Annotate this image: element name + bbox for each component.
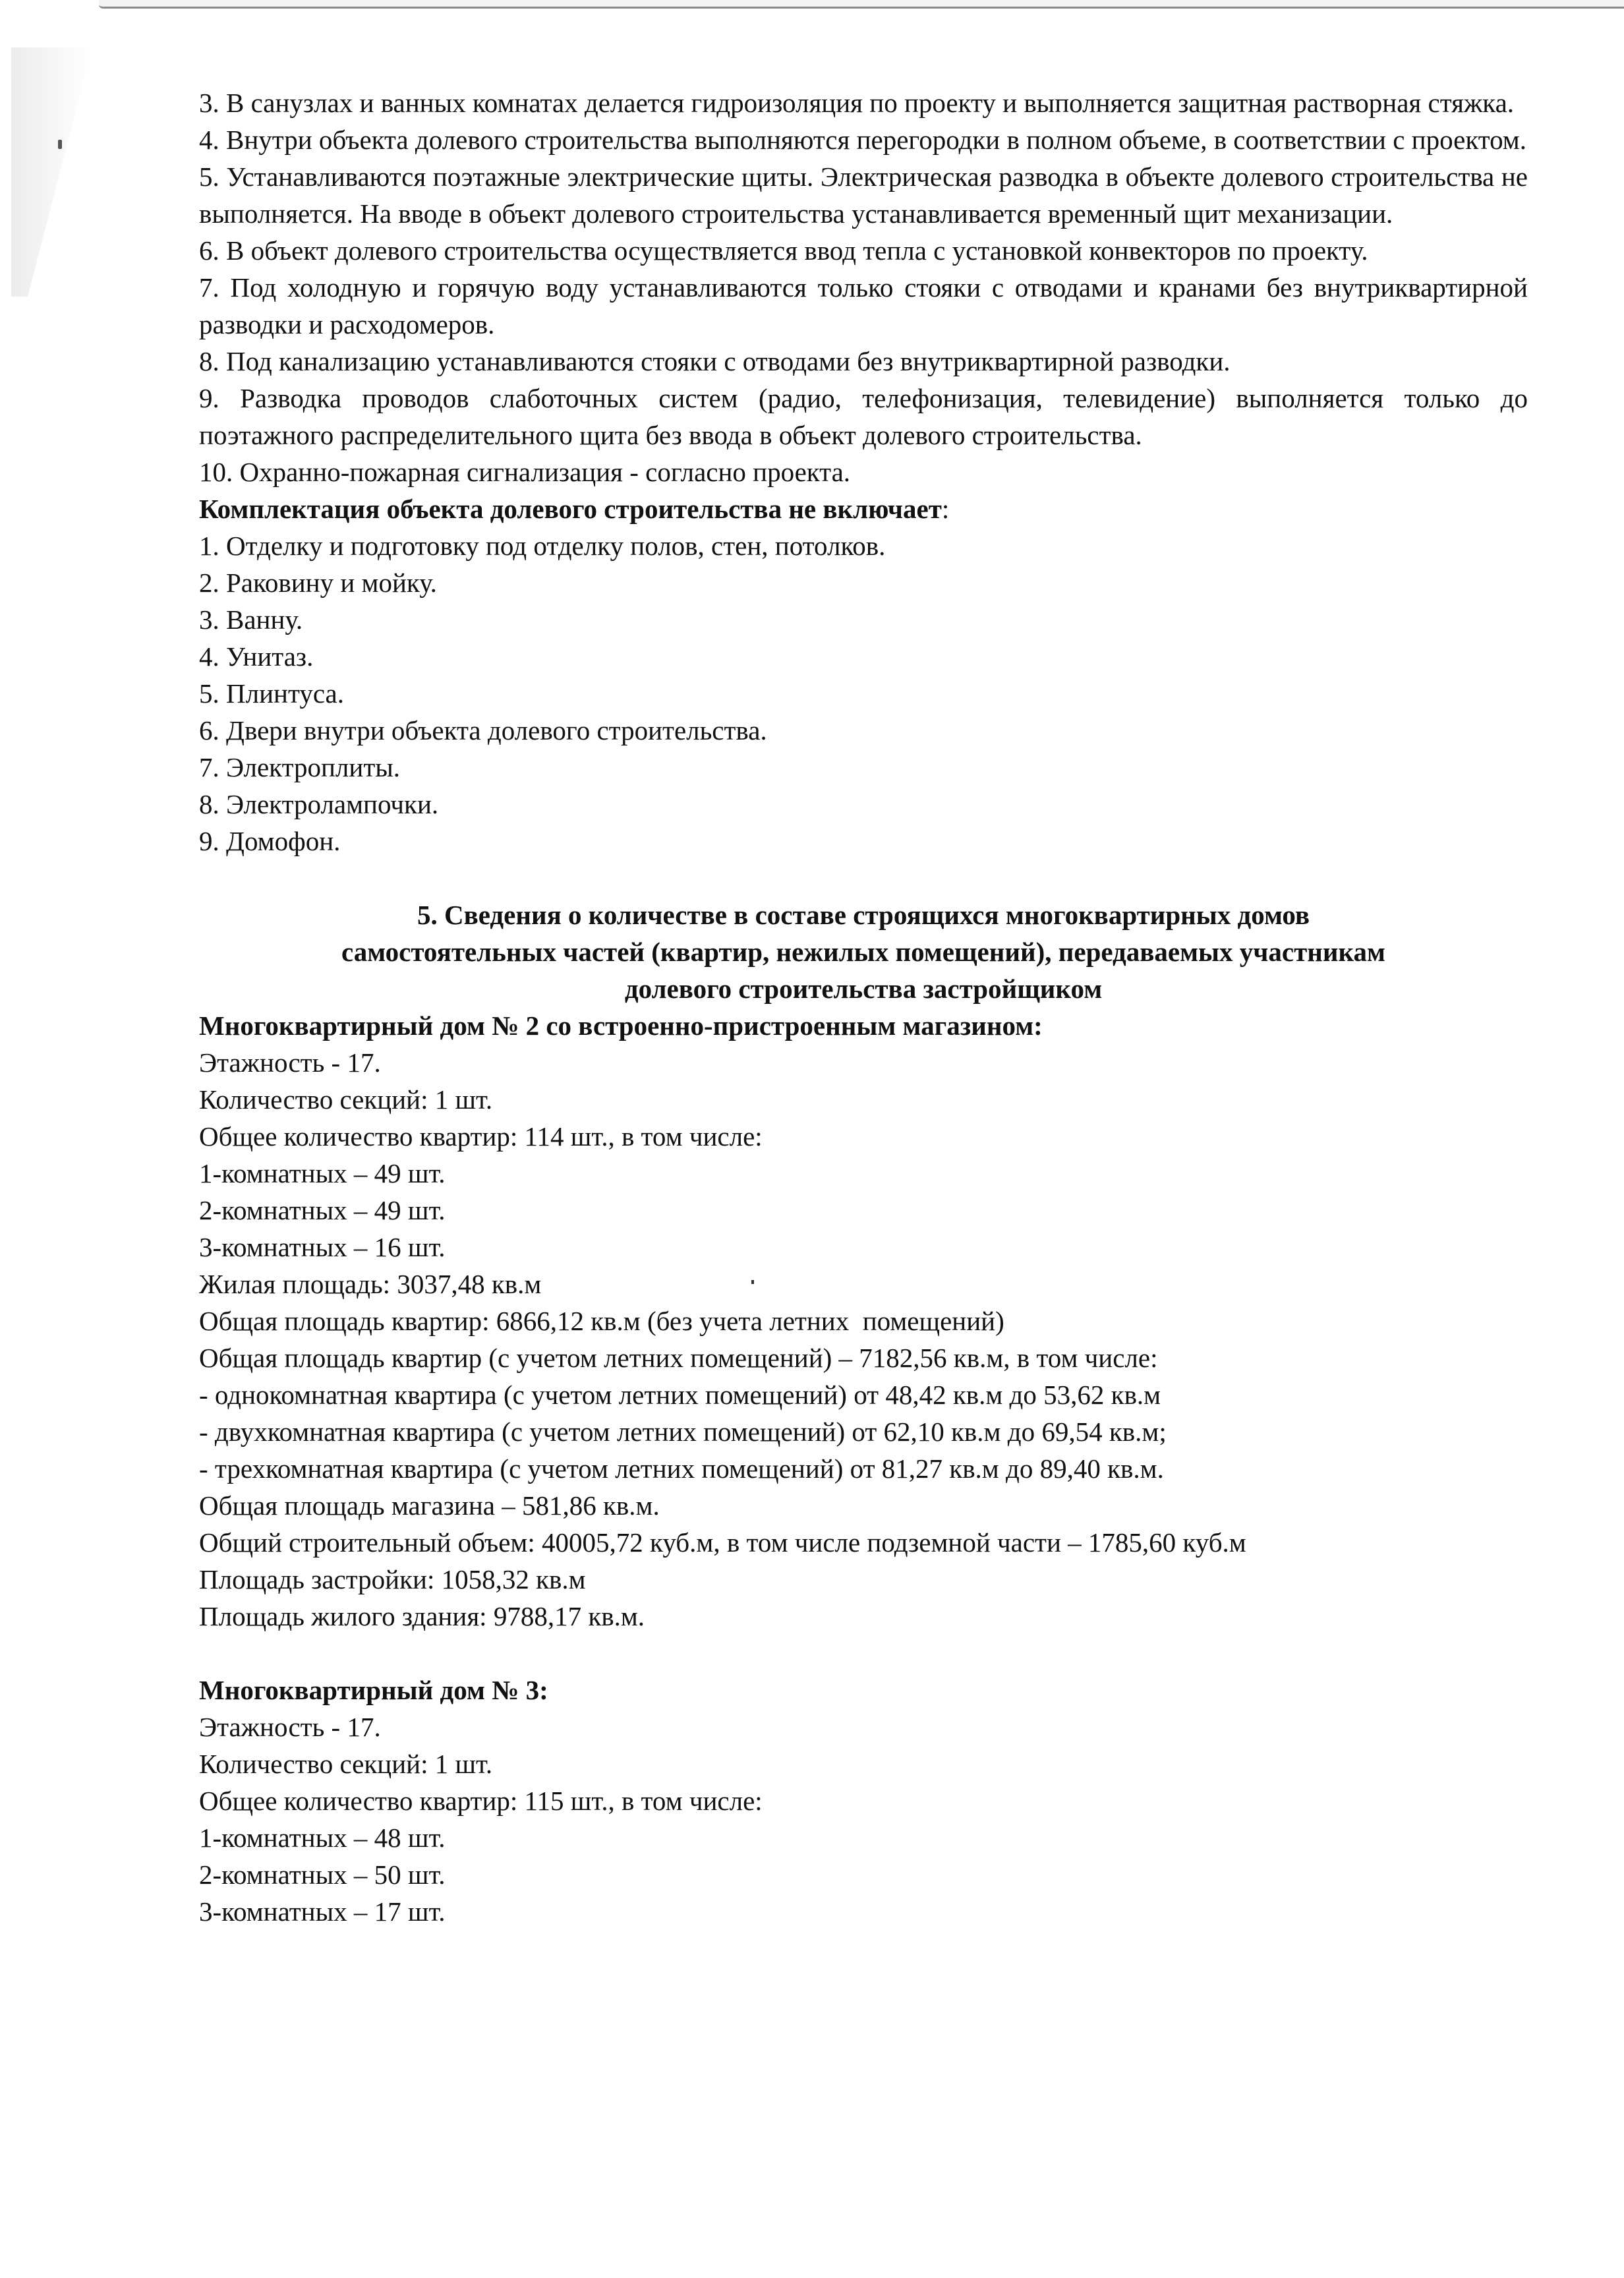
house-detail-line: Общая площадь квартир: 6866,12 кв.м (без учета летних помещений) [199, 1306, 1004, 1336]
house-detail-line: Этажность - 17. [199, 1712, 381, 1742]
list-item: 8. Под канализацию устанавливаются стояки с отводами без внутриквартирной разводки. [199, 346, 1231, 376]
list-item: 9. Домофон. [199, 826, 341, 856]
excluded-heading [199, 490, 1528, 527]
list-item: 3. В санузлах и ванных комнатах делается гидроизоляция по проекту и выполняется защитная растворная стяжка. [199, 88, 1515, 118]
house-detail-line: Общее количество квартир: 115 шт., в том числе: [199, 1786, 763, 1816]
house-detail-line: Общая площадь магазина – 581,86 кв.м. [199, 1490, 660, 1521]
house-detail-line: 3-комнатных – 17 шт. [199, 1896, 446, 1927]
house-detail-line: Площадь застройки: 1058,32 кв.м [199, 1564, 586, 1594]
section-title-line: долевого строительства застройщиком [624, 974, 1103, 1004]
house-detail-line: Общая площадь квартир (с учетом летних помещений) – 7182,56 кв.м, в том числе: [199, 1343, 1158, 1373]
house-detail-line: Общее количество квартир: 114 шт., в том числе: [199, 1121, 763, 1152]
house-heading: Многоквартирный дом № 2 со встроенно-пристроенным магазином: [199, 1010, 1043, 1041]
excluded-items-section [199, 490, 1528, 860]
list-item: 4. Унитаз. [199, 641, 314, 672]
list-item: 9. Разводка проводов слаботочных систем (радио, телефонизация, телевидение) выполняется только до поэтажного распределительного щита без ввода в объект долевого строительства. [199, 383, 1528, 450]
house-detail-line: 1-комнатных – 48 шт. [199, 1823, 446, 1853]
list-item: 5. Плинтуса. [199, 678, 344, 709]
included-items-list [199, 84, 1528, 490]
list-item: 6. В объект долевого строительства осуществляется ввод тепла с установкой конвекторов по проекту. [199, 235, 1368, 266]
list-item: 6. Двери внутри объекта долевого строительства. [199, 715, 767, 745]
list-item: 3. Ванну. [199, 604, 303, 635]
house-detail-line: - однокомнатная квартира (с учетом летних помещений) от 48,42 кв.м до 53,62 кв.м [199, 1380, 1161, 1410]
house-2-block [199, 1007, 1528, 1635]
list-item: 4. Внутри объекта долевого строительства выполняются перегородки в полном объеме, в соответствии с проектом. [199, 125, 1526, 155]
list-item: 2. Раковину и мойку. [199, 568, 437, 598]
house-detail-line: - трехкомнатная квартира (с учетом летних помещений) от 81,27 кв.м до 89,40 кв.м. [199, 1453, 1164, 1484]
section-5 [199, 896, 1528, 1930]
house-detail-line: - двухкомнатная квартира (с учетом летних помещений) от 62,10 кв.м до 69,54 кв.м; [199, 1416, 1167, 1447]
house-detail-line: 3-комнатных – 16 шт. [199, 1232, 446, 1262]
house-detail-line: Количество секций: 1 шт. [199, 1084, 493, 1115]
spacer [199, 860, 1528, 896]
list-item: 1. Отделку и подготовку под отделку полов, стен, потолков. [199, 531, 886, 561]
list-item: 5. Устанавливаются поэтажные электрические щиты. Электрическая разводка в объекте долевого строительства не выполняется. На вводе в объект долевого строительства устанавливается временный щит механизации. [199, 161, 1528, 229]
house-detail-line: Общий строительный объем: 40005,72 куб.м, в том числе подземной части – 1785,60 куб.м [199, 1527, 1246, 1558]
house-detail-line: Этажность - 17. [199, 1047, 381, 1078]
scan-top-edge [99, 0, 1624, 9]
list-item: 7. Электроплиты. [199, 752, 401, 782]
house-heading: Многоквартирный дом № 3: [199, 1675, 548, 1705]
scan-page-fold [0, 20, 92, 297]
list-item: 10. Охранно-пожарная сигнализация - согласно проекта. [199, 457, 851, 487]
section-title-line: самостоятельных частей (квартир, нежилых помещений), передаваемых участникам [341, 937, 1385, 967]
scan-artifact-mark [58, 140, 62, 149]
house-detail-line: Количество секций: 1 шт. [199, 1749, 493, 1779]
excluded-heading-text: Комплектация объекта долевого строительства не включает [199, 494, 942, 524]
house-3-block [199, 1672, 1528, 1930]
house-detail-line: 2-комнатных – 50 шт. [199, 1859, 446, 1890]
house-detail-line: Площадь жилого здания: 9788,17 кв.м. [199, 1601, 645, 1631]
house-detail-line: 1-комнатных – 49 шт. [199, 1158, 446, 1188]
section-title-line: 5. Сведения о количестве в составе строящихся многоквартирных домов [417, 900, 1310, 930]
spacer [199, 1635, 1528, 1672]
house-detail-line: 2-комнатных – 49 шт. [199, 1195, 446, 1225]
list-item: 7. Под холодную и горячую воду устанавливаются только стояки с отводами и кранами без внутриквартирной разводки и расходомеров. [199, 272, 1528, 339]
document-page [199, 84, 1528, 1930]
house-detail-line: Жилая площадь: 3037,48 кв.м [199, 1269, 542, 1299]
excluded-heading-colon: : [941, 494, 950, 524]
list-item: 8. Электролампочки. [199, 789, 439, 819]
